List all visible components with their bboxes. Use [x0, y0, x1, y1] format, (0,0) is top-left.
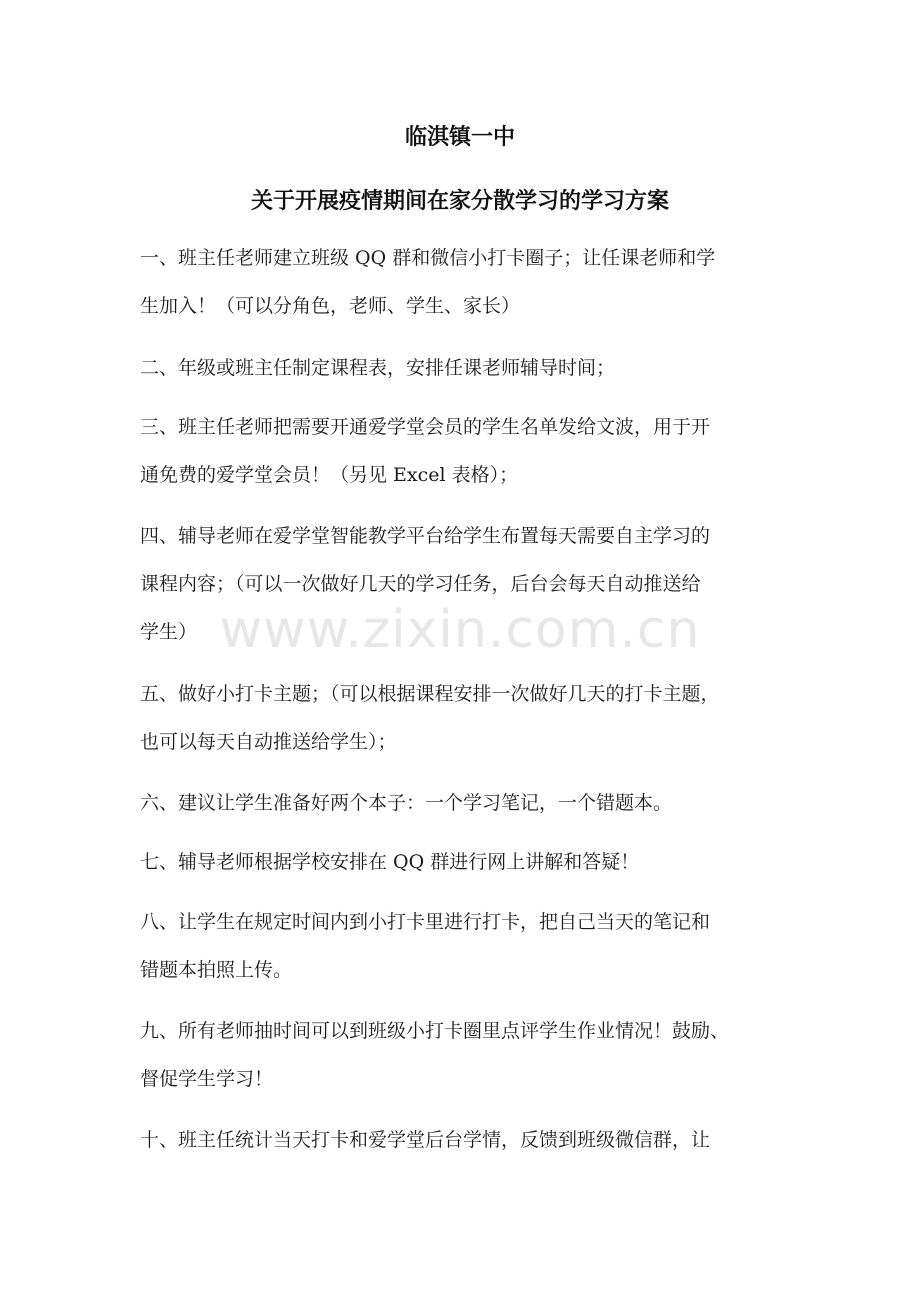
- item-4-line-2: 课程内容；（可以一次做好几天的学习任务，后台会每天自动推送给: [140, 573, 701, 595]
- item-1-line-1: 一、班主任老师建立班级 QQ 群和微信小打卡圈子；让任课老师和学: [140, 247, 716, 269]
- item-3-line-2: 通免费的爱学堂会员！（另见 Excel 表格）；: [140, 464, 519, 486]
- item-9-line-2: 督促学生学习！: [140, 1068, 274, 1090]
- item-5-line-1: 五、做好小打卡主题；（可以根据课程安排一次做好几天的打卡主题，: [140, 683, 720, 705]
- plan-title: 关于开展疫情期间在家分散学习的学习方案: [250, 189, 669, 214]
- item-10-line-1: 十、班主任统计当天打卡和爱学堂后台学情，反馈到班级微信群，让: [140, 1129, 711, 1151]
- item-3-line-1: 三、班主任老师把需要开通爱学堂会员的学生名单发给文波，用于开: [140, 416, 711, 438]
- item-6-line-1: 六、建议让学生准备好两个本子：一个学习笔记，一个错题本。: [140, 792, 673, 814]
- item-8-line-2: 错题本拍照上传。: [140, 959, 293, 981]
- item-9-line-1: 九、所有老师抽时间可以到班级小打卡圈里点评学生作业情况！鼓励、: [140, 1020, 730, 1042]
- school-title: 临淇镇一中: [404, 125, 515, 150]
- item-5-line-2: 也可以每天自动推送给学生）；: [140, 731, 397, 753]
- item-7-line-1: 七、辅导老师根据学校安排在 QQ 群进行网上讲解和答疑！: [140, 851, 640, 873]
- item-4-line-3: 学生）: [140, 621, 198, 643]
- item-8-line-1: 八、让学生在规定时间内到小打卡里进行打卡，把自己当天的笔记和: [140, 911, 711, 933]
- item-1-line-2: 生加入！（可以分角色，老师、学生、家长）: [140, 295, 521, 317]
- item-4-line-1: 四、辅导老师在爱学堂智能教学平台给学生布置每天需要自主学习的: [140, 525, 711, 547]
- item-2-line-1: 二、年级或班主任制定课程表，安排任课老师辅导时间；: [140, 357, 616, 379]
- watermark: www.zixin.com.cn: [219, 600, 701, 660]
